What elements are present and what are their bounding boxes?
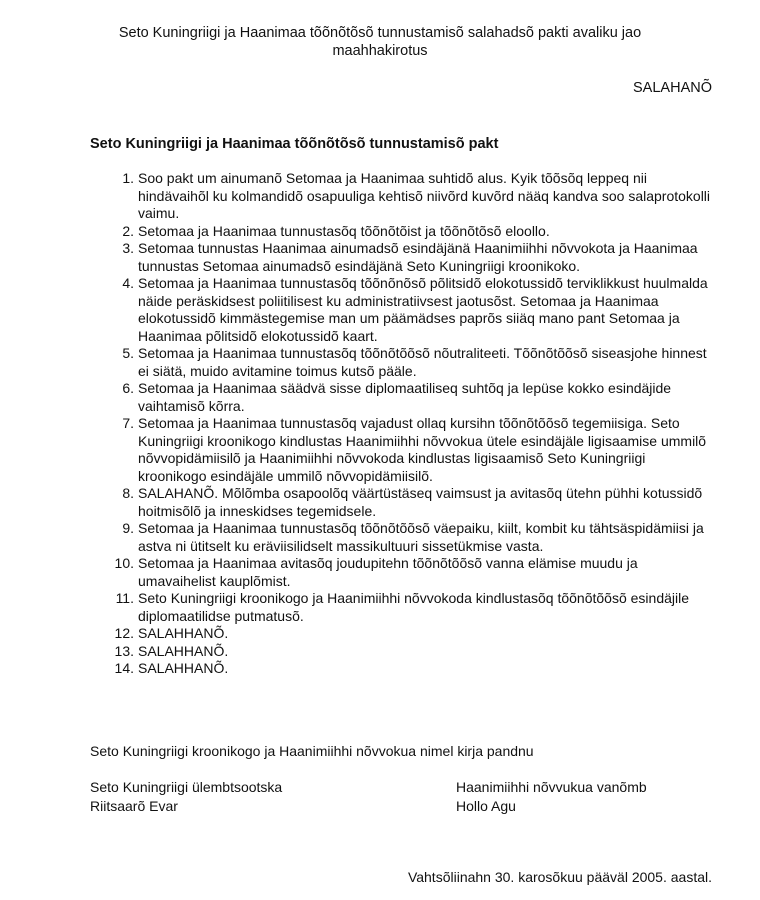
article-item [110,590,715,625]
article-text: Setomaa ja Haanimaa tunnustasõq tõõnõtõõsõ nõutraliteeti. Tõõnõtõõsõ siseasjohe hinnest ei siätä, muido avitamine toimus kutsõ pääle. [138,345,707,379]
article-item [110,643,715,661]
article-text: Soo pakt um ainumanõ Setomaa ja Haanimaa suhtidõ alus. Kyik tõõsõq leppeq nii hindävaihõl ku kolmandidõ osapuuliga kehtisõ niivõrd kuvõrd nääq kandva soo salaprotokolli vaimu. [138,170,711,221]
article-number: 6. [122,380,134,396]
article-number: 14. [114,660,134,676]
article-item [110,555,715,590]
signatory-title-left: Seto Kuningriigi ülembtsootska [90,779,283,795]
document-title-line1: Seto Kuningriigi ja Haanimaa tõõnõtõsõ tunnustamisõ salahadsõ pakti avaliku jao [118,25,642,41]
article-text: Setomaa ja Haanimaa tunnustasõq tõõnõtõist ja tõõnõtõsõ eloollo. [138,222,550,239]
article-item [110,223,715,241]
article-item [110,345,715,380]
article-number: 3. [122,240,134,256]
article-text: Setomaa ja Haanimaa tunnustasõq vajadust ollaq kursihn tõõnõtõõsõ tegemiisiga. Seto Kuningriigi kroonikogo kindlustas Haanimiihhi nõvvokua ütele esindäjäle ligisaamise ummilõ nõvvopidämiisilõ ja Haanimiihhi nõvvokoda kindlustas ligisaamisõ Seto Kuningriigi kroonikogo esindäjäle ummilõ nõvvopidämiisilõ. [138,415,707,484]
article-number: 10. [114,555,134,571]
article-text: SALAHHANÕ. [138,625,229,641]
article-text: Setomaa ja Haanimaa tunnustasõq tõõnõnõsõ põlitsidõ elokotussidõ terviklikkust huulmalda näide peräskidsest poliitilisest ku administratiivsest jaotusõst. Setomaa ja Haanimaa elokotussidõ kimmästegemise man um päämädses paprõs siiäq mano pant Setomaa ja Haanimaa põlitsidõ elokotussidõ kaart. [138,275,708,344]
article-number: 11. [115,590,134,606]
article-item [110,240,715,275]
signature-block-left [90,778,282,816]
signature-block-right [456,778,647,816]
article-item [110,170,715,223]
article-item [110,660,715,678]
article-text: Seto Kuningriigi kroonikogo ja Haanimiihhi nõvvokoda kindlustasõq tõõnõtõõsõ esindäjile diplomaatilidse putmatusõ. [138,590,690,624]
pact-title: Seto Kuningriigi ja Haanimaa tõõnõtõsõ tunnustamisõ pakt [90,136,499,152]
article-number: 12. [114,625,134,641]
signatory-name-left: Riitsaarõ Evar [90,798,178,814]
signatory-name-right: Hollo Agu [456,798,516,814]
article-item [110,520,715,555]
article-list [110,170,715,678]
article-item [110,415,715,485]
article-text: SALAHHANÕ. [138,642,229,659]
document-title-line2: maahhakirotus [332,43,428,59]
article-text: SALAHANÕ. Mõlõmba osapoolõq väärtüstäseq vaimsust ja avitasõq ütehn pühhi kotussidõ hoitmisõlõ ja inneskidses tegemidsele. [138,485,703,519]
article-item [110,625,715,643]
classification-label: SALAHANÕ [633,80,712,96]
article-number: 9. [122,520,134,536]
document-header [80,24,680,60]
signing-statement: Seto Kuningriigi kroonikogo ja Haanimiihhi nõvvokua nimel kirja pandnu [90,743,534,759]
article-item [110,380,715,415]
article-number: 7. [122,415,134,431]
article-number: 4. [122,275,134,291]
article-item [110,275,715,345]
place-and-date: Vahtsõliinahn 30. karosõkuu pääväl 2005. aastal. [407,869,712,885]
article-number: 13. [114,642,134,659]
article-number: 1. [122,170,134,186]
article-text: Setomaa ja Haanimaa avitasõq joudupitehn tõõnõtõõsõ vanna elämise muudu ja umavaihelist kauplõmist. [138,555,638,589]
article-text: Setomaa tunnustas Haanimaa ainumadsõ esindäjänä Haanimiihhi nõvvokota ja Haanimaa tunnustas Setomaa ainumadsõ esindäjänä Seto Kuningriigi kroonikoko. [138,240,698,274]
signatory-title-right: Haanimiihhi nõvvukua vanõmb [456,779,647,795]
article-text: SALAHHANÕ. [138,660,229,676]
article-text: Setomaa ja Haanimaa säädvä sisse diplomaatiliseq suhtõq ja lepüse kokko esindäjide vaihtamisõ kõrra. [138,380,672,414]
article-text: Setomaa ja Haanimaa tunnustasõq tõõnõtõõsõ väepaiku, kiilt, kombit ku tähtsäspidämiisi ja astva ni ütitselt ku eräviisilidselt massikultuuri sissetükmise vasta. [138,520,704,554]
article-number: 2. [122,222,134,239]
article-item [110,485,715,520]
article-number: 8. [122,485,134,501]
article-number: 5. [122,345,134,361]
